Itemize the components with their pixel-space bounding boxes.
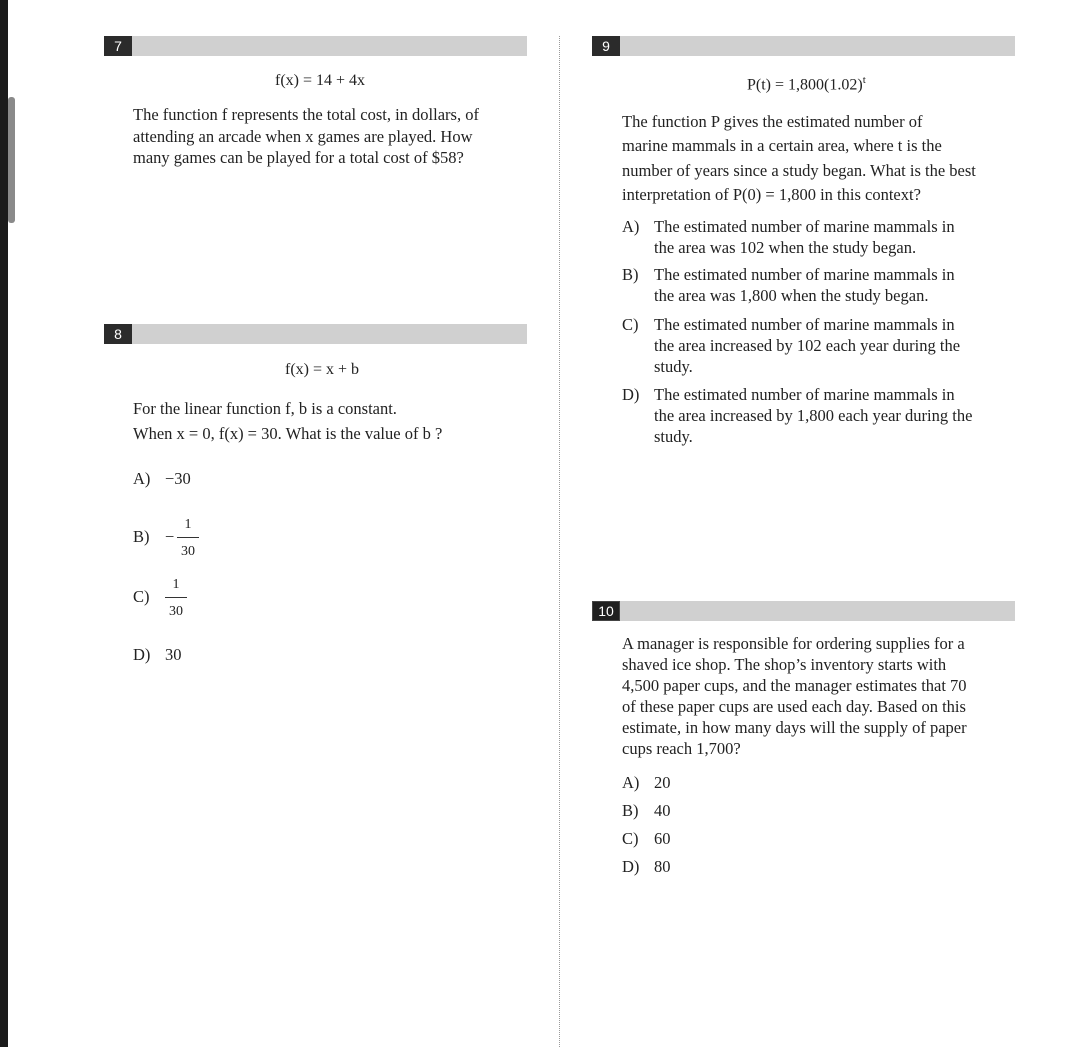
text-line: study. — [654, 427, 693, 446]
question-10-number: 10 — [592, 601, 620, 621]
equation-exponent: t — [862, 74, 866, 86]
text-line: the area was 102 when the study began. — [654, 238, 917, 257]
fraction — [177, 514, 199, 562]
question-7-equation: f(x) = 14 + 4x — [275, 72, 366, 89]
question-7-header-bar — [104, 36, 527, 56]
fraction-bar — [177, 537, 199, 538]
choice-label: A) — [133, 469, 151, 488]
fraction-bar — [165, 597, 187, 598]
question-8-header-bar — [104, 324, 527, 344]
question-9-equation — [747, 74, 866, 94]
choice-label: C) — [133, 587, 150, 606]
fraction-numerator: 1 — [172, 577, 180, 592]
fraction-denominator: 30 — [181, 544, 195, 559]
choice-label: C) — [622, 315, 639, 334]
question-8-choice-b[interactable] — [133, 517, 213, 566]
text-line: The function P gives the estimated number of — [622, 112, 923, 131]
text-line: The estimated number of marine mammals in — [654, 385, 955, 404]
question-10-text — [622, 633, 967, 759]
text-line: the area was 1,800 when the study began. — [654, 286, 929, 305]
text-line: estimate, in how many days will the supply of paper — [622, 718, 967, 737]
text-line: interpretation of P(0) = 1,800 in this context? — [622, 184, 921, 204]
question-8-number: 8 — [104, 324, 132, 344]
text-line: shaved ice shop. The shop’s inventory starts with — [622, 655, 947, 674]
choice-text: 80 — [654, 857, 671, 876]
text-line: The estimated number of marine mammals in — [654, 315, 955, 334]
question-10-header-bar — [592, 601, 1015, 621]
scrollbar-thumb[interactable] — [8, 97, 15, 223]
choice-label: D) — [622, 857, 640, 876]
question-8-text — [133, 396, 442, 446]
question-9-text — [622, 110, 976, 207]
choice-text — [654, 264, 955, 306]
text-line: cups reach 1,700? — [622, 739, 741, 758]
choice-label: A) — [622, 773, 640, 792]
text-line: marine mammals in a certain area, where t is the — [622, 136, 942, 156]
choice-text: −30 — [165, 469, 191, 488]
question-7-number: 7 — [104, 36, 132, 56]
choice-text: 40 — [654, 801, 671, 820]
equation-base: P(t) = 1,800(1.02) — [747, 76, 863, 94]
text-line: When x = 0, f(x) = 30. What is the value of b ? — [133, 424, 443, 443]
fraction-denominator: 30 — [169, 604, 183, 619]
choice-label: C) — [622, 829, 639, 848]
choice-text — [654, 314, 960, 377]
text-line: For the linear function f, b is a constant. — [133, 399, 397, 418]
question-9-number: 9 — [592, 36, 620, 56]
minus-sign: − — [165, 527, 175, 546]
text-line: The function f represents the total cost, in dollars, of — [133, 105, 479, 124]
text-line: attending an arcade when x games are played. How — [133, 126, 473, 146]
question-9-header-bar — [592, 36, 1015, 56]
window-edge — [0, 0, 8, 1047]
choice-text: 30 — [165, 645, 182, 664]
text-line: the area increased by 1,800 each year during the — [654, 406, 973, 425]
text-line: A manager is responsible for ordering supplies for a — [622, 634, 965, 653]
text-line: The estimated number of marine mammals in — [654, 265, 955, 284]
fraction-numerator: 1 — [184, 517, 192, 532]
choice-text — [654, 384, 972, 447]
fraction — [165, 574, 187, 622]
text-line: The estimated number of marine mammals in — [654, 217, 955, 236]
text-line: of these paper cups are used each day. Based on this — [622, 697, 966, 716]
choice-label: D) — [622, 385, 640, 404]
text-line: study. — [654, 357, 693, 376]
choice-text: 20 — [654, 773, 671, 792]
choice-label: D) — [133, 645, 151, 664]
text-line: number of years since a study began. What is the best — [622, 160, 976, 180]
text-line: many games can be played for a total cost of $58? — [133, 148, 464, 167]
choice-text — [654, 216, 955, 258]
text-line: the area increased by 102 each year during the — [654, 336, 961, 355]
text-line: 4,500 paper cups, and the manager estimates that 70 — [622, 676, 967, 695]
question-8-choice-c[interactable] — [133, 577, 213, 626]
choice-label: B) — [622, 265, 639, 284]
choice-label: B) — [622, 801, 639, 820]
choice-label: B) — [133, 527, 150, 546]
choice-text: 60 — [654, 829, 671, 848]
question-8-equation: f(x) = x + b — [285, 361, 360, 378]
column-divider — [559, 36, 560, 1047]
question-7-text — [133, 104, 479, 169]
choice-label: A) — [622, 217, 640, 236]
